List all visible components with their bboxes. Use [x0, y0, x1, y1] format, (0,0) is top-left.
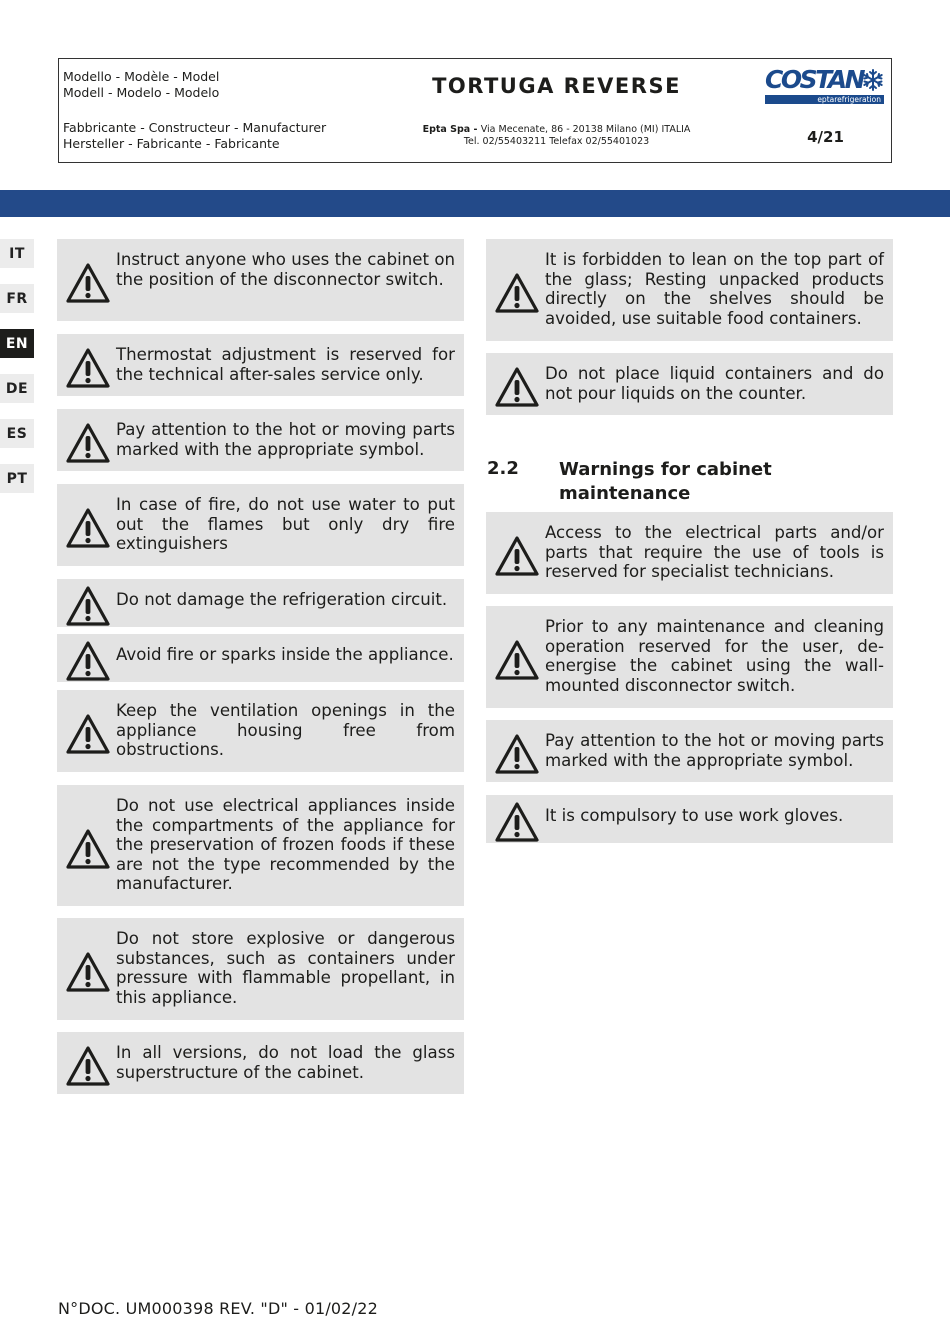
warning-icon [66, 714, 110, 754]
logo-subtext: eptarefrigeration [765, 95, 884, 104]
warning-text: Avoid fire or sparks inside the appliance. [116, 645, 454, 664]
warning-text: Pay attention to the hot or moving parts marked with the appropriate symbol. [116, 420, 455, 459]
maintenance-warning-box [486, 512, 893, 594]
warning-box [57, 1032, 464, 1094]
warning-box [57, 579, 464, 627]
warning-icon [66, 263, 110, 303]
warning-icon [66, 348, 110, 388]
company-address: Via Mecenate, 86 - 20138 Milano (MI) ITALIA [480, 124, 691, 135]
model-label-line2: Modell - Modelo - Modelo [63, 85, 220, 100]
warning-icon [495, 536, 539, 576]
brand-logo [760, 59, 891, 112]
warning-box [57, 918, 464, 1020]
company-name: Epta Spa - [422, 124, 481, 135]
snowflake-icon [861, 68, 885, 92]
warning-icon [495, 734, 539, 774]
warning-icon [66, 423, 110, 463]
header-band [0, 190, 950, 217]
language-tab-pt[interactable]: PT [0, 464, 34, 493]
language-tab-es[interactable]: ES [0, 419, 34, 448]
warning-box [57, 409, 464, 471]
document-header [58, 58, 892, 163]
warning-text: Do not place liquid containers and do not pour liquids on the counter. [545, 364, 884, 403]
language-tab-de[interactable]: DE [0, 374, 34, 403]
warning-icon [495, 640, 539, 680]
language-tab-fr[interactable]: FR [0, 284, 34, 313]
warning-text: Pay attention to the hot or moving parts marked with the appropriate symbol. [545, 731, 884, 770]
warning-text: Access to the electrical parts and/or parts that require the use of tools is reserved for specialist technicians. [545, 523, 884, 581]
warning-box [57, 634, 464, 682]
warning-text: Do not store explosive or dangerous substances, such as containers under pressure with flammable propellant, in this appliance. [116, 929, 455, 1007]
manufacturer-label-line2: Hersteller - Fabricante - Fabricante [63, 136, 280, 151]
warning-text: Keep the ventilation openings in the appliance housing free from obstructions. [116, 701, 455, 759]
warning-text: It is compulsory to use work gloves. [545, 806, 844, 825]
section-title: Warnings for cabinet maintenance [559, 459, 772, 504]
warning-box [57, 690, 464, 772]
warning-box [486, 353, 893, 415]
warning-box [57, 785, 464, 906]
model-label [59, 59, 353, 112]
warning-box [57, 239, 464, 321]
warning-text: Thermostat adjustment is reserved for the technical after-sales service only. [116, 345, 455, 384]
maintenance-warning-box [486, 795, 893, 843]
document-title: TORTUGA REVERSE [432, 73, 681, 98]
warning-text: It is forbidden to lean on the top part of the glass; Resting unpacked products directly on the shelves should be avoided, use suitable food containers. [545, 250, 884, 328]
warning-icon [66, 586, 110, 626]
warning-icon [66, 508, 110, 548]
warning-text: Do not damage the refrigeration circuit. [116, 590, 448, 609]
manufacturer-address [353, 112, 760, 162]
warning-icon [495, 367, 539, 407]
warning-icon [495, 802, 539, 842]
manufacturer-label-line1: Fabbricante - Constructeur - Manufacturer [63, 120, 327, 135]
warning-box [57, 484, 464, 566]
warning-icon [66, 952, 110, 992]
warning-text: Prior to any maintenance and cleaning operation reserved for the user, de-energise the cabinet using the wall-mounted disconnector switch. [545, 617, 884, 695]
warning-box [57, 334, 464, 396]
language-tab-it[interactable]: IT [0, 239, 34, 268]
document-reference: N°DOC. UM000398 REV. "D" - 01/02/22 [58, 1299, 379, 1318]
language-tab-en[interactable]: EN [0, 329, 34, 358]
warning-text: In case of fire, do not use water to put out the flames but only dry fire extinguishers [116, 495, 455, 553]
maintenance-warning-box [486, 606, 893, 708]
warning-icon [66, 641, 110, 681]
logo-text: COSTAN [765, 65, 863, 94]
manufacturer-label [59, 112, 353, 162]
company-phone: Tel. 02/55403211 Telefax 02/55401023 [463, 136, 650, 147]
page-number: 4/21 [807, 128, 844, 146]
warning-box [486, 239, 893, 341]
warning-text: Instruct anyone who uses the cabinet on the position of the disconnector switch. [116, 250, 455, 289]
section-number: 2.2 [487, 458, 519, 479]
model-label-line1: Modello - Modèle - Model [63, 69, 220, 84]
warning-text: In all versions, do not load the glass superstructure of the cabinet. [116, 1043, 455, 1082]
warning-icon [66, 829, 110, 869]
warning-icon [66, 1046, 110, 1086]
maintenance-warning-box [486, 720, 893, 782]
warning-icon [495, 273, 539, 313]
warning-text: Do not use electrical appliances inside the compartments of the appliance for the preservation of frozen foods if these are not the type recommended by the manufacturer. [116, 796, 455, 893]
